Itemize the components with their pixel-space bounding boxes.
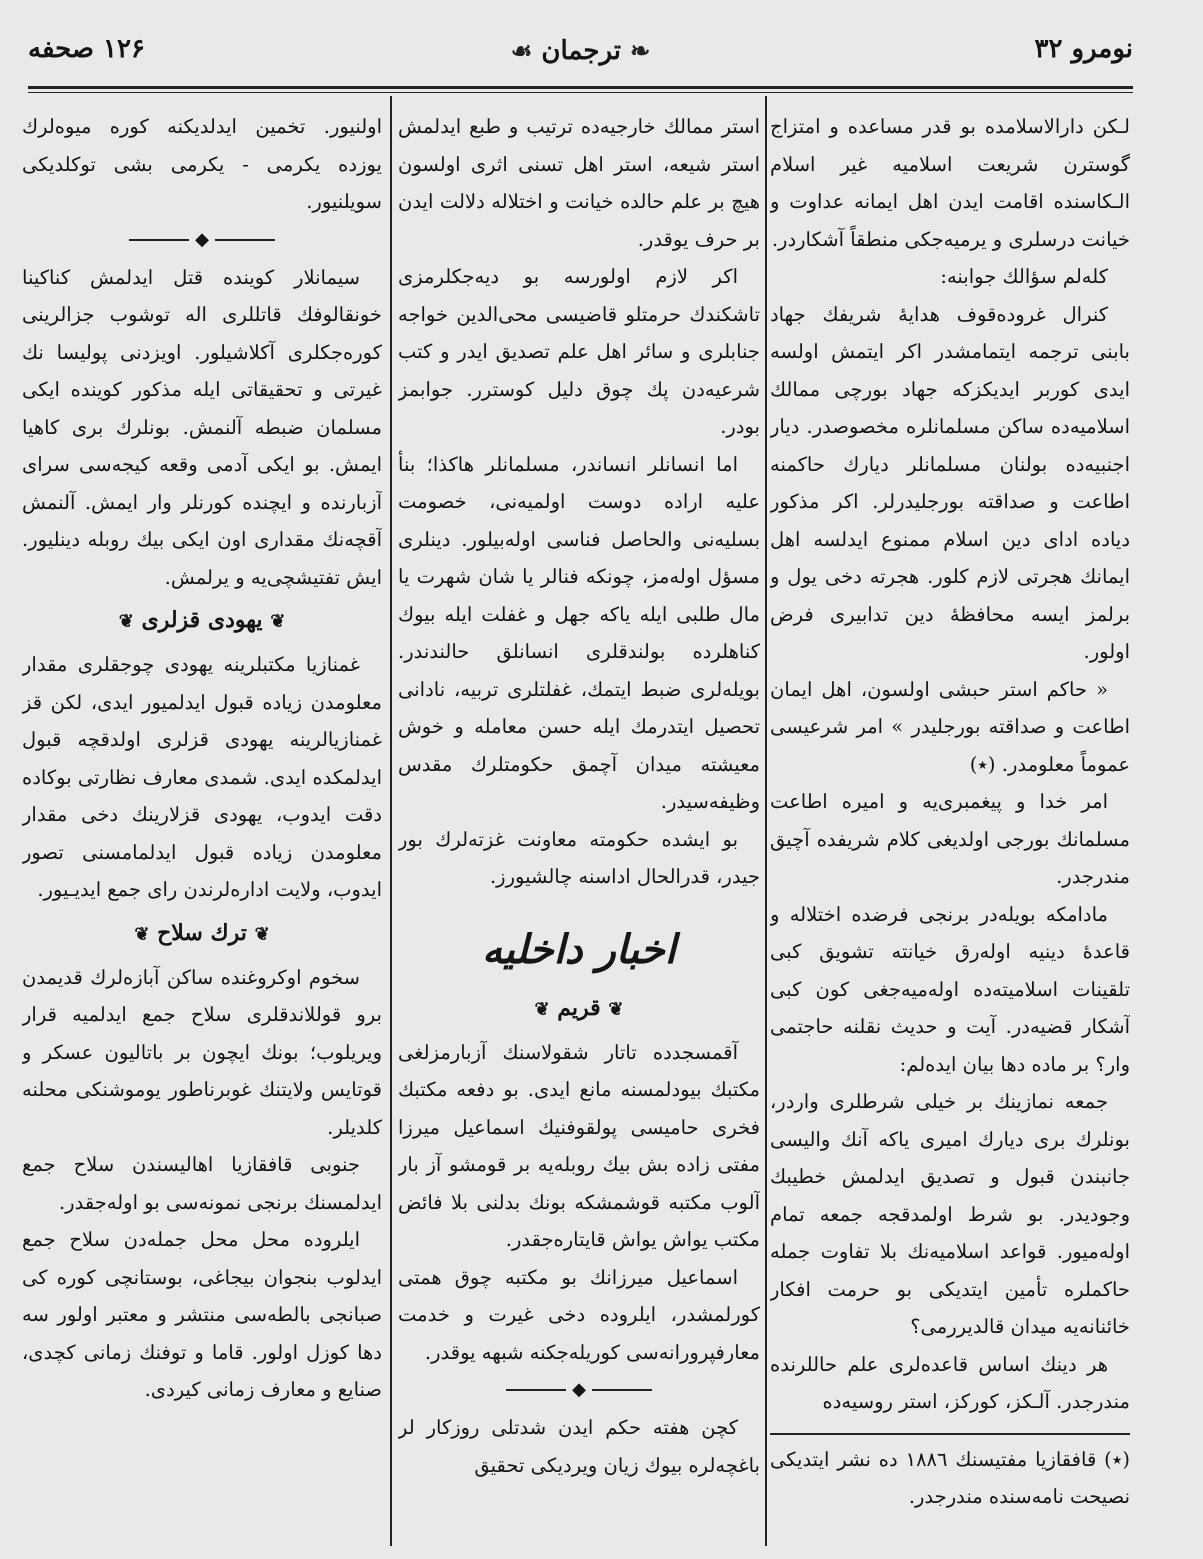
paragraph: لـكن دارالاسلامده بو قدر مساعده و امتزاج گوسترن شريعت اسلاميه غير اسلام الـكا‌سنده اقامت ايدن اهل ايمانه عداوت و خيانت درسلری و يرميه‌جكی منطقاً آشكاردر.: [770, 115, 1130, 251]
sub-heading: [398, 988, 760, 1030]
sub-heading-text: قريم: [557, 994, 601, 1021]
masthead-title: [28, 36, 1133, 66]
paragraph: غمنازيا مكتبلرينه يهودی چوجقلری مقدار معلومدن زياده قبول ايدلميور ايدی، لكن قز غمنازيالرينه يهودی قزلری او‌لدقچه قبول ايدلمكده ايدی. شمدی معارف نظارتی بوكاده دقت ايدوب، يهودی قزلارينك دخی مقدار معلومدن زياده قبول ايدلمامسنی تصور ايدوب، ولايت اداره‌لرندن رای جمع ايديـيور.: [22, 653, 382, 901]
paragraph: امر خدا و پيغمبری‌يه و امير‌ه اطاعت مسلمانك بورجی اولديغی كلام شريفده آچيق مندرجدر.: [770, 790, 1130, 888]
paragraph: جنوبی قافقازيا اهاليسندن سلاح جمع ايدلمسنك برنجی نمونه‌سی بو اوله‌جقدر.: [22, 1153, 382, 1214]
paragraph: استر ممالك خارجيه‌ده ترتيب و طبع ايدلمش استر شيعه، استر اهل تسنی اثری اولسون هيچ بر علم حالده خيانت و اختلاله دلالت ايدن بر حرف يوقدر.: [398, 115, 760, 251]
column-right: [770, 108, 1130, 1538]
section-separator: ◆: [22, 227, 382, 253]
ornament-icon: ❦: [534, 998, 550, 1020]
paragraph: كنرال غرودەقوف هدايهٔ شريفك جهاد بابنی ترجمه ايتمامشدر اكر ايتمش اولسه ايدی كوربر ايديكزكه جهاد بورچی ممالك اسلاميه‌ده ساكن مسلمانلره مخصوصدر. ديار اجنبيه‌ده بولنان مسلمانلر ديارك حاكمنه اطا‌عت و صداقته بورجليدرلر. اكر مذكور دياده اداى دين اسلام ممنوع ايدلسه اهل ايمانك هجرتی لازم كلور. هجرته دخی يول و برلمز ايسه محافظهٔ دين تدابيری فرض اولور.: [770, 302, 1130, 663]
paragraph: هر دينك اساس قاعده‌لری علم حاللرنده مندرجدر. آلـكز، كوركز، استر روسيه‌ده: [770, 1352, 1130, 1413]
page-number: ۱۲۶ صحفه: [28, 34, 145, 64]
masthead-title-text: ترجمان: [541, 36, 622, 66]
column-divider: [390, 96, 392, 1546]
sub-heading: [22, 913, 382, 955]
paragraph: سيمانلار كوينده قتل ايدلمش كناكينا خونقالوفك قاتللری اله توشوب جزالرينی كوره‌جكلری آكلاشيلور. اويزدنی پوليسا نك غيرتی و تحقيقاتی ايله مذكور كوينده ايكی مسلمان ضبطه آلنمش. بونلرك بری كاهيا ايمش. بو ايكی آدمی وقعه كيجه‌سی سرای آزبارنده و ايچنده كورنلر وار ايمش. آلنمش آقچه‌نك مقداری اون ايكی بيك روبله دينليور. ايش تفتيشچی‌يه و يرلمش.: [22, 265, 382, 589]
issue-number: نومرو ۳۲: [1034, 34, 1133, 64]
ornament-icon: ☙: [510, 36, 533, 65]
column-divider: [765, 96, 767, 1546]
footnote-divider: [770, 1433, 1130, 1435]
paragraph: اولنيور. تخمين ايدلديكنه كوره ميوه‌لرك يوزده يكرمی - يكرمی بشی توكلديكی سو‌يلنيور.: [22, 115, 382, 213]
ornament-icon: ❦: [254, 923, 270, 945]
ornament-icon: ❦: [134, 923, 150, 945]
sub-heading: [22, 600, 382, 642]
sub-heading-text: يهودی قزلری: [141, 607, 263, 633]
ornament-icon: ❧: [630, 36, 651, 65]
header-rule-thin: [28, 92, 1133, 93]
column-left: [22, 108, 382, 1538]
ornament-icon: ❦: [270, 611, 286, 632]
section-separator: ◆: [398, 1377, 760, 1403]
ornament-icon: ❦: [118, 611, 134, 632]
paragraph: آقمسجدده تاتار شقولاسنك آزبارمزلغی مكتبك بيودلمسنه مانع ايدی. بو دفعه مكتبك فخری حاميسی پولقوفنيك اسماعيل ميرزا مفتی زاده بش بيك روبله‌يه بر قومشو آز بار آلوب مكتبه قوشمشكه بونك بدلنی بلا فائض مكتب يواش يواش قايتاره‌جقدر.: [398, 1040, 760, 1251]
paragraph: جمعه نمازينك بر خيلی شرطلری واردر، بونلرك برى ديارك اميری ياكه آنك واليسی جانبندن قبول و تصديق ايدلمش خطيبك وجوديدر. بو شرط اولمدقجه جمعه تمام اولەميور. قواعد اسلاميه‌نك بلا تفاوت جمله حاكملره تأمين ايتديكی بو حرمت افكار خائنانه‌يه ميدان قالديررمی؟: [770, 1090, 1130, 1338]
paragraph: مادامكه بويله‌در برنجی فرضده اختلاله و قاعدهٔ دينيه اوله‌رق خيانته تشويق كبی تلقينات اسلاميته‌ده اوله‌ميه‌جغی كون كبی آشكار قضيه‌در. آيت و حديث نقلنه حاجتمی وار؟ بر ماده دها بيان ايده‌لم:: [770, 902, 1130, 1076]
paragraph: بو ايشده حكومته معاونت غزته‌لرك بور جيدر، قدرالحال اداسنه چالشيورز.: [398, 827, 760, 888]
paragraph: سخوم اوكروغنده ساكن آبازه‌لرك قديمدن برو قوللاندقلری سلاح جمع ايدلميه قرار ويريلوب؛ بونك ايچون بر باتاليون عسكر و قوتايس ولايتنك غوبرناطور يوموشنكی محلنه كلديلر.: [22, 965, 382, 1139]
paragraph: اكر لازم اولورسه بو ديەجكلرمزی تا‌شكندك حرمتلو قاضيسی محی‌الدين خواجه جنابلری و سائر اهل علم تصديق ايدر و كتب شرعيه‌دن پك چوق دليل كوسترر. جوابمز بودر.: [398, 265, 760, 438]
section-title: اخبار داخليه: [482, 925, 676, 973]
paragraph: كچن هفته حكم ايدن شدتلی روزكار لر باغچه‌لره بيوك زيان ويرديكی تحقيق: [398, 1416, 760, 1477]
page-header: [28, 28, 1133, 88]
ornament-icon: ❦: [608, 998, 624, 1020]
paragraph: اسماعيل ميرزانك بو مكتبه چوق همتی كورلمشدر، ايلروده دخی غيرت و خدمت معارفپرورانه‌سی كوريله‌جكنه شبهه يوقدر.: [398, 1265, 760, 1364]
column-middle: [398, 108, 760, 1538]
footnote: (٭) قافقازيا مفتيسنك ١٨٨٦ ده نشر ايتديكی نصيحت نامه‌سنده مندرجدر.: [770, 1447, 1130, 1508]
sub-heading-text: ترك سلاح: [157, 919, 247, 946]
header-rule: [28, 86, 1133, 89]
paragraph: كله‌لم سؤالك جوابنه:: [940, 265, 1108, 288]
paragraph: « حاكم استر حبشی اولسون، اهل ايمان اطاعت و صداقته بورجليدر » امر شرعيسی عموماً معلومدر. (٭): [770, 677, 1130, 776]
paragraph: اما انسانلر انساندر، مسلمانلر هاكذا؛ بنأ عليه ارادە دوست اولميەنی، خصومت بسليەنی والحاصل فناسی اولەبيلور. دينلری مسؤل اولەمز، چونكه فنالر يا شان شهرت يا مال طلبی ايله ياكه جهل و غفلت ايله بيوك كناهلرده بولندقلری انسانلق حالندندر. بويله‌لری ضبط ايتمك، غفلتلری تربيه، نا‌دانی تحصيل ايتدرمك ايله حسن معامله و خوش معيشته ميدان آچمق حكومتلرك مقدس وظيفه‌سيدر.: [398, 452, 760, 813]
paragraph: ايلروده محل محل جمله‌دن سلاح جمع ايدلوب بنجوان بيجاغی، بوستانچی كوره كی صبانجی بالطه‌سی منتشر و معتبر اولور سه دها كوزل اولور. قاما و توفنك زمانی كچدی، صنايع و معارف زمانی كيردی.: [22, 1228, 382, 1401]
